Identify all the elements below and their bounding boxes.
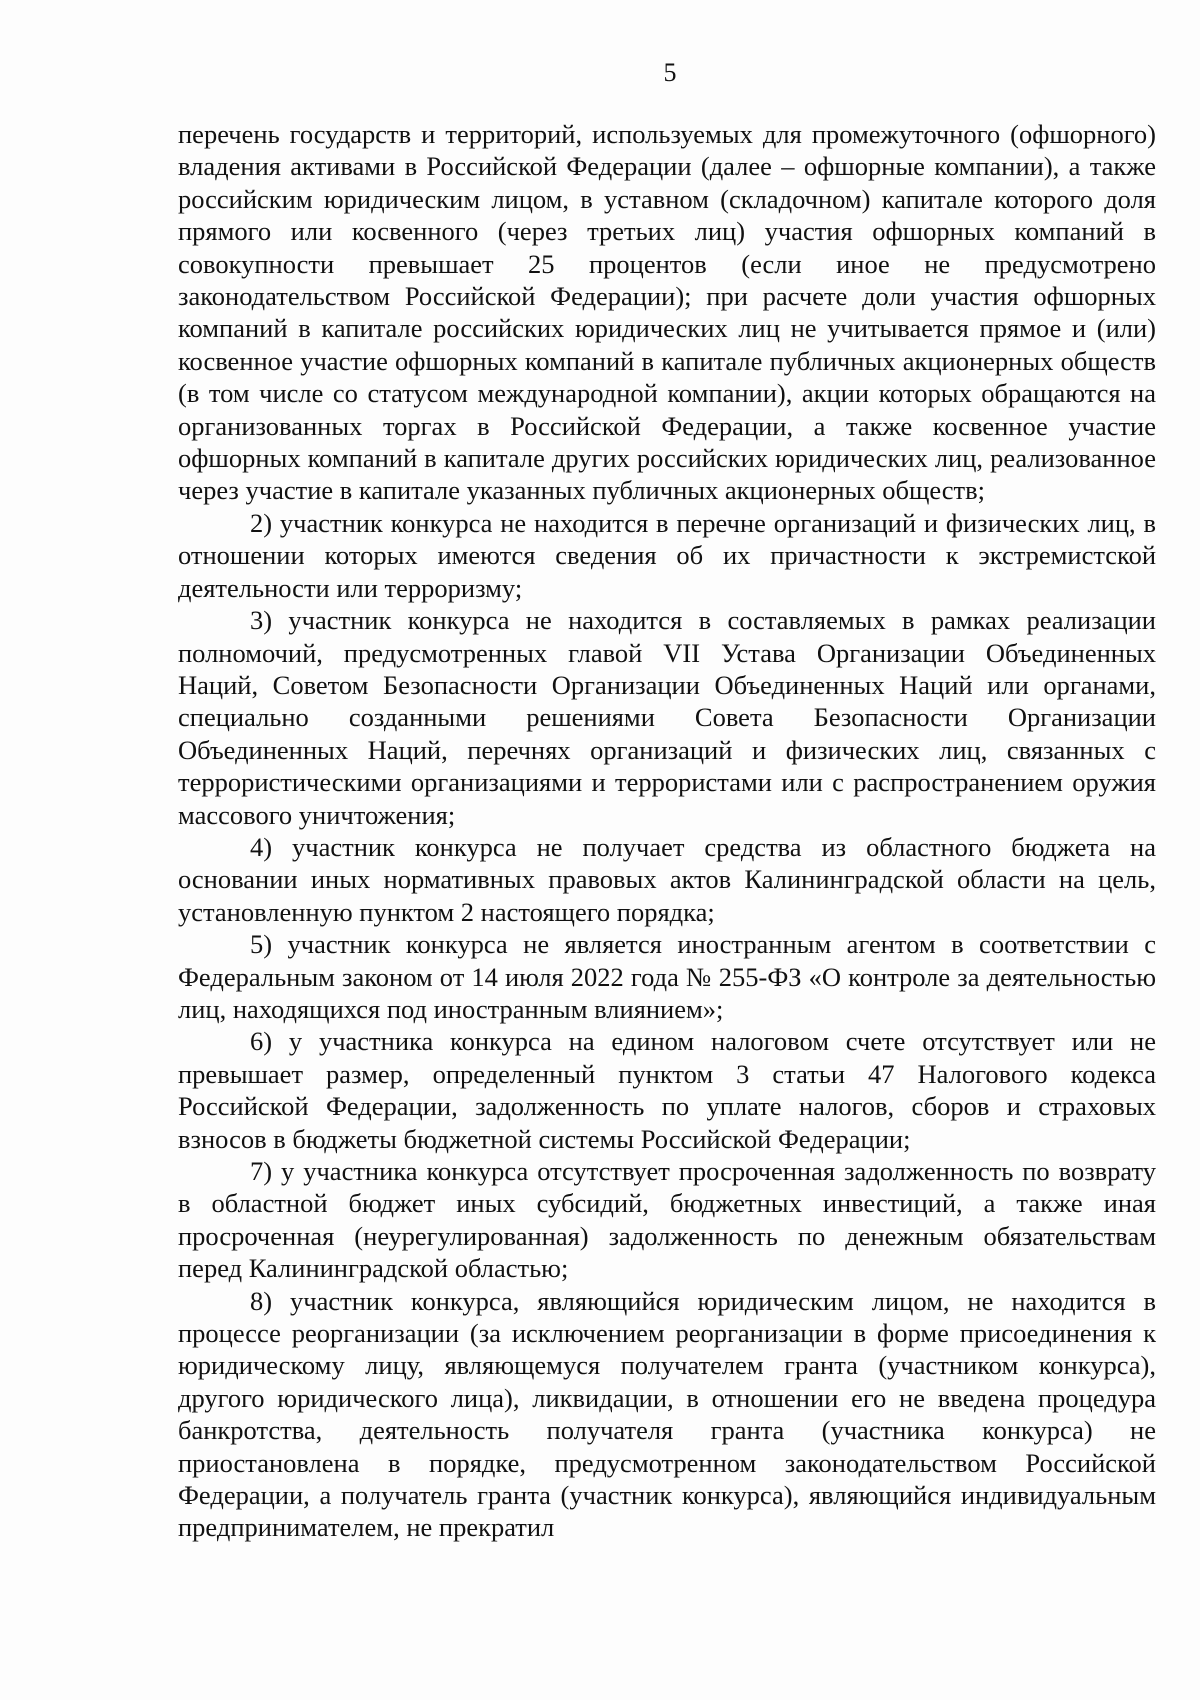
- paragraph-item-6: 6) у участника конкурса на едином налоговом счете отсутствует или не превышает размер, определенный пунктом 3 статьи 47 Налогового кодекса Российской Федерации, задолженность по уплате налогов, сборов и страховых взносов в бюджеты бюджетной системы Российской Федерации;: [178, 1026, 1156, 1154]
- page-number: 5: [663, 58, 677, 87]
- paragraph-item-3: 3) участник конкурса не находится в составляемых в рамках реализации полномочий, предусмотренных главой VII Устава Организации Объединенных Наций, Советом Безопасности Организации Объединенных Наций или органами, специально созданными решениями Совета Безопасности Организации Объединенных Наций, перечнях организаций и физических лиц, связанных с террористическими организациями и террористами или с распространением оружия массового уничтожения;: [178, 605, 1156, 830]
- paragraph-item-4: 4) участник конкурса не получает средства из областного бюджета на основании иных нормативных правовых актов Калининградской области на цель, установленную пунктом 2 настоящего порядка;: [178, 831, 1156, 927]
- paragraph-offshore-continuation: перечень государств и территорий, используемых для промежуточного (офшорного) владения активами в Российской Федерации (далее – офшорные компании), а также российским юридическим лицом, в уставном (складочном) капитале которого доля прямого или косвенного (через третьих лиц) участия офшорных компаний в совокупности превышает 25 процентов (если иное не предусмотрено законодательством Российской Федерации); при расчете доли участия офшорных компаний в капитале российских юридических лиц не учитывается прямое и (или) косвенное участие офшорных компаний в капитале публичных акционерных обществ (в том числе со статусом международной компании), акции которых обращаются на организованных торгах в Российской Федерации, а также косвенное участие офшорных компаний в капитале других российских юридических лиц, реализованное через участие в капитале указанных публичных акционерных обществ;: [178, 119, 1156, 506]
- paragraph-item-8: 8) участник конкурса, являющийся юридическим лицом, не находится в процессе реорганизации (за исключением реорганизации в форме присоединения к юридическому лицу, являющемуся получателем гранта (участником конкурса), другого юридического лица), ликвидации, в отношении его не введена процедура банкротства, деятельность получателя гранта (участника конкурса) не приостановлена в порядке, предусмотренном законодательством Российской Федерации, а получатель гранта (участник конкурса), являющийся индивидуальным предпринимателем, не прекратил: [178, 1285, 1156, 1543]
- paragraph-item-2: 2) участник конкурса не находится в перечне организаций и физических лиц, в отношении которых имеются сведения об их причастности к экстремистской деятельности или терроризму;: [178, 507, 1156, 603]
- paragraph-item-5: 5) участник конкурса не является иностранным агентом в соответствии с Федеральным законом от 14 июля 2022 года № 255-ФЗ «О контроле за деятельностью лиц, находящихся под иностранным влиянием»;: [178, 929, 1156, 1024]
- document-body: [178, 118, 1156, 1544]
- paragraph-item-7: 7) у участника конкурса отсутствует просроченная задолженность по возврату в областной бюджет иных субсидий, бюджетных инвестиций, а также иная просроченная (неурегулированная) задолженность по денежным обязательствам перед Калининградской областью;: [178, 1156, 1156, 1284]
